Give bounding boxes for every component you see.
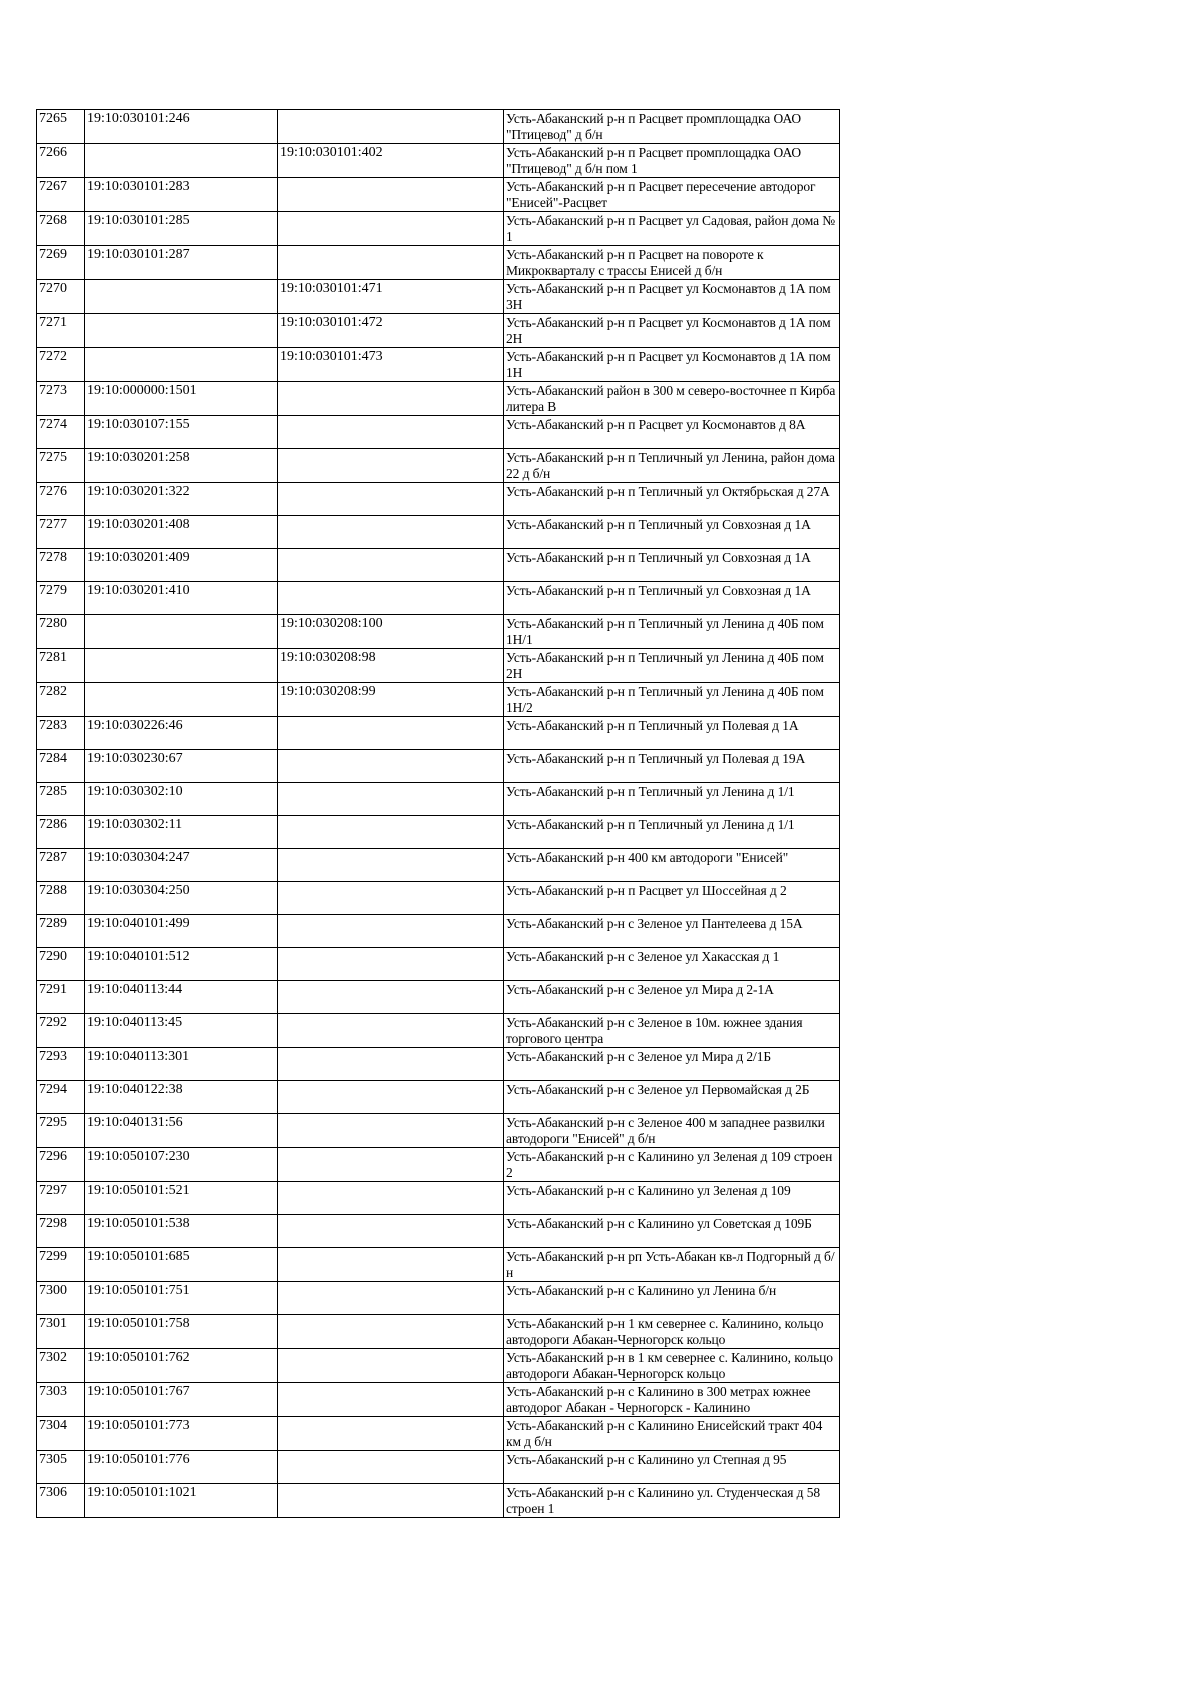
- address-cell: Усть-Абаканский р-н с Зеленое 400 м западнее развилки автодороги "Енисей" д б/н: [504, 1114, 840, 1148]
- land-cadastral-number-cell: 19:10:030101:287: [85, 246, 278, 280]
- table-row: [37, 683, 840, 717]
- building-cadastral-number-cell: [278, 246, 504, 280]
- address-cell: Усть-Абаканский р-н рп Усть-Абакан кв-л Подгорный д б/н: [504, 1248, 840, 1282]
- building-cadastral-number-cell: [278, 382, 504, 416]
- table-row: [37, 246, 840, 280]
- row-number-cell: 7299: [37, 1248, 85, 1282]
- address-cell: Усть-Абаканский р-н п Тепличный ул Совхозная д 1А: [504, 582, 840, 615]
- address-cell: Усть-Абаканский р-н п Расцвет промплощадка ОАО "Птицевод" д б/н: [504, 110, 840, 144]
- building-cadastral-number-cell: [278, 1148, 504, 1182]
- building-cadastral-number-cell: [278, 783, 504, 816]
- row-number-cell: 7300: [37, 1282, 85, 1315]
- table-row: [37, 649, 840, 683]
- row-number-cell: 7265: [37, 110, 85, 144]
- land-cadastral-number-cell: [85, 144, 278, 178]
- table-row: [37, 717, 840, 750]
- address-cell: Усть-Абаканский р-н п Тепличный ул Совхозная д 1А: [504, 549, 840, 582]
- address-cell: Усть-Абаканский р-н п Тепличный ул Ленина д 40Б пом 1Н/1: [504, 615, 840, 649]
- address-cell: Усть-Абаканский р-н п Расцвет ул Космонавтов д 1А пом 3Н: [504, 280, 840, 314]
- address-cell: Усть-Абаканский р-н п Расцвет промплощадка ОАО "Птицевод" д б/н пом 1: [504, 144, 840, 178]
- land-cadastral-number-cell: 19:10:030302:11: [85, 816, 278, 849]
- building-cadastral-number-cell: [278, 1383, 504, 1417]
- building-cadastral-number-cell: [278, 110, 504, 144]
- building-cadastral-number-cell: [278, 1182, 504, 1215]
- row-number-cell: 7293: [37, 1048, 85, 1081]
- land-cadastral-number-cell: 19:10:050101:685: [85, 1248, 278, 1282]
- building-cadastral-number-cell: [278, 1081, 504, 1114]
- building-cadastral-number-cell: [278, 582, 504, 615]
- building-cadastral-number-cell: [278, 1248, 504, 1282]
- registry-table: [36, 109, 840, 1518]
- building-cadastral-number-cell: 19:10:030101:402: [278, 144, 504, 178]
- building-cadastral-number-cell: 19:10:030101:471: [278, 280, 504, 314]
- address-cell: Усть-Абаканский р-н п Тепличный ул Ленина д 40Б пом 2Н: [504, 649, 840, 683]
- land-cadastral-number-cell: 19:10:050107:230: [85, 1148, 278, 1182]
- land-cadastral-number-cell: 19:10:030302:10: [85, 783, 278, 816]
- address-cell: Усть-Абаканский р-н с Калинино Енисейский тракт 404 км д б/н: [504, 1417, 840, 1451]
- address-cell: Усть-Абаканский р-н с Зеленое ул Мира д 2/1Б: [504, 1048, 840, 1081]
- table-row: [37, 1383, 840, 1417]
- row-number-cell: 7266: [37, 144, 85, 178]
- address-cell: Усть-Абаканский р-н 1 км севернее с. Калинино, кольцо автодороги Абакан-Черногорск кольцо: [504, 1315, 840, 1349]
- land-cadastral-number-cell: 19:10:000000:1501: [85, 382, 278, 416]
- land-cadastral-number-cell: 19:10:030230:67: [85, 750, 278, 783]
- table-row: [37, 1215, 840, 1248]
- land-cadastral-number-cell: 19:10:030201:409: [85, 549, 278, 582]
- address-cell: Усть-Абаканский район в 300 м северо-восточнее п Кирба литера В: [504, 382, 840, 416]
- land-cadastral-number-cell: 19:10:050101:521: [85, 1182, 278, 1215]
- address-cell: Усть-Абаканский р-н с Калинино ул Советская д 109Б: [504, 1215, 840, 1248]
- row-number-cell: 7295: [37, 1114, 85, 1148]
- row-number-cell: 7288: [37, 882, 85, 915]
- table-row: [37, 1349, 840, 1383]
- building-cadastral-number-cell: [278, 416, 504, 449]
- land-cadastral-number-cell: 19:10:050101:762: [85, 1349, 278, 1383]
- land-cadastral-number-cell: 19:10:040131:56: [85, 1114, 278, 1148]
- row-number-cell: 7281: [37, 649, 85, 683]
- address-cell: Усть-Абаканский р-н п Расцвет пересечение автодорог "Енисей"-Расцвет: [504, 178, 840, 212]
- building-cadastral-number-cell: [278, 1451, 504, 1484]
- address-cell: Усть-Абаканский р-н п Расцвет ул Шоссейная д 2: [504, 882, 840, 915]
- address-cell: Усть-Абаканский р-н п Тепличный ул Полевая д 1А: [504, 717, 840, 750]
- address-cell: Усть-Абаканский р-н п Тепличный ул Ленина д 40Б пом 1Н/2: [504, 683, 840, 717]
- building-cadastral-number-cell: 19:10:030208:100: [278, 615, 504, 649]
- land-cadastral-number-cell: 19:10:040101:512: [85, 948, 278, 981]
- land-cadastral-number-cell: 19:10:050101:1021: [85, 1484, 278, 1518]
- row-number-cell: 7290: [37, 948, 85, 981]
- building-cadastral-number-cell: [278, 449, 504, 483]
- building-cadastral-number-cell: 19:10:030101:473: [278, 348, 504, 382]
- row-number-cell: 7306: [37, 1484, 85, 1518]
- address-cell: Усть-Абаканский р-н п Расцвет ул Космонавтов д 1А пом 2Н: [504, 314, 840, 348]
- building-cadastral-number-cell: [278, 212, 504, 246]
- row-number-cell: 7287: [37, 849, 85, 882]
- address-cell: Усть-Абаканский р-н 400 км автодороги "Енисей": [504, 849, 840, 882]
- table-row: [37, 483, 840, 516]
- table-row: [37, 382, 840, 416]
- address-cell: Усть-Абаканский р-н п Тепличный ул Полевая д 19А: [504, 750, 840, 783]
- building-cadastral-number-cell: [278, 849, 504, 882]
- row-number-cell: 7294: [37, 1081, 85, 1114]
- land-cadastral-number-cell: 19:10:050101:751: [85, 1282, 278, 1315]
- address-cell: Усть-Абаканский р-н с Зеленое ул Первомайская д 2Б: [504, 1081, 840, 1114]
- table-row: [37, 1282, 840, 1315]
- table-row: [37, 1048, 840, 1081]
- building-cadastral-number-cell: [278, 750, 504, 783]
- address-cell: Усть-Абаканский р-н п Тепличный ул Ленина д 1/1: [504, 783, 840, 816]
- table-row: [37, 1148, 840, 1182]
- building-cadastral-number-cell: [278, 1484, 504, 1518]
- table-row: [37, 816, 840, 849]
- building-cadastral-number-cell: 19:10:030208:99: [278, 683, 504, 717]
- land-cadastral-number-cell: [85, 683, 278, 717]
- building-cadastral-number-cell: [278, 1014, 504, 1048]
- table-row: [37, 582, 840, 615]
- land-cadastral-number-cell: [85, 348, 278, 382]
- table-row: [37, 178, 840, 212]
- table-row: [37, 1014, 840, 1048]
- land-cadastral-number-cell: [85, 280, 278, 314]
- address-cell: Усть-Абаканский р-н п Тепличный ул Совхозная д 1А: [504, 516, 840, 549]
- land-cadastral-number-cell: 19:10:030304:247: [85, 849, 278, 882]
- building-cadastral-number-cell: [278, 1349, 504, 1383]
- row-number-cell: 7289: [37, 915, 85, 948]
- table-row: [37, 1182, 840, 1215]
- row-number-cell: 7284: [37, 750, 85, 783]
- table-row: [37, 1315, 840, 1349]
- row-number-cell: 7277: [37, 516, 85, 549]
- land-cadastral-number-cell: 19:10:050101:773: [85, 1417, 278, 1451]
- land-cadastral-number-cell: 19:10:040113:301: [85, 1048, 278, 1081]
- row-number-cell: 7268: [37, 212, 85, 246]
- land-cadastral-number-cell: 19:10:030226:46: [85, 717, 278, 750]
- row-number-cell: 7305: [37, 1451, 85, 1484]
- building-cadastral-number-cell: 19:10:030208:98: [278, 649, 504, 683]
- table-row: [37, 981, 840, 1014]
- table-row: [37, 849, 840, 882]
- table-row: [37, 314, 840, 348]
- table-row: [37, 882, 840, 915]
- table-row: [37, 1248, 840, 1282]
- row-number-cell: 7275: [37, 449, 85, 483]
- building-cadastral-number-cell: [278, 549, 504, 582]
- table-row: [37, 110, 840, 144]
- row-number-cell: 7298: [37, 1215, 85, 1248]
- address-cell: Усть-Абаканский р-н с Калинино ул Ленина б/н: [504, 1282, 840, 1315]
- row-number-cell: 7273: [37, 382, 85, 416]
- land-cadastral-number-cell: 19:10:030201:410: [85, 582, 278, 615]
- land-cadastral-number-cell: 19:10:040113:44: [85, 981, 278, 1014]
- address-cell: Усть-Абаканский р-н с Зеленое в 10м. южнее здания торгового центра: [504, 1014, 840, 1048]
- building-cadastral-number-cell: [278, 1417, 504, 1451]
- row-number-cell: 7279: [37, 582, 85, 615]
- building-cadastral-number-cell: [278, 1215, 504, 1248]
- row-number-cell: 7274: [37, 416, 85, 449]
- building-cadastral-number-cell: [278, 516, 504, 549]
- land-cadastral-number-cell: 19:10:030101:285: [85, 212, 278, 246]
- building-cadastral-number-cell: [278, 948, 504, 981]
- land-cadastral-number-cell: 19:10:030304:250: [85, 882, 278, 915]
- address-cell: Усть-Абаканский р-н с Калинино ул Зеленая д 109 строен 2: [504, 1148, 840, 1182]
- building-cadastral-number-cell: [278, 483, 504, 516]
- table-row: [37, 1417, 840, 1451]
- row-number-cell: 7304: [37, 1417, 85, 1451]
- land-cadastral-number-cell: 19:10:050101:758: [85, 1315, 278, 1349]
- table-row: [37, 1081, 840, 1114]
- table-row: [37, 449, 840, 483]
- building-cadastral-number-cell: [278, 981, 504, 1014]
- land-cadastral-number-cell: 19:10:030201:408: [85, 516, 278, 549]
- address-cell: Усть-Абаканский р-н п Тепличный ул Октябрьская д 27А: [504, 483, 840, 516]
- land-cadastral-number-cell: 19:10:030101:283: [85, 178, 278, 212]
- address-cell: Усть-Абаканский р-н п Расцвет на повороте к Микрокварталу с трассы Енисей д б/н: [504, 246, 840, 280]
- address-cell: Усть-Абаканский р-н с Калинино в 300 метрах южнее автодорог Абакан - Черногорск - Калинино: [504, 1383, 840, 1417]
- address-cell: Усть-Абаканский р-н с Зеленое ул Мира д 2-1А: [504, 981, 840, 1014]
- row-number-cell: 7280: [37, 615, 85, 649]
- row-number-cell: 7283: [37, 717, 85, 750]
- address-cell: Усть-Абаканский р-н с Калинино ул Зеленая д 109: [504, 1182, 840, 1215]
- building-cadastral-number-cell: [278, 1114, 504, 1148]
- row-number-cell: 7292: [37, 1014, 85, 1048]
- row-number-cell: 7272: [37, 348, 85, 382]
- table-row: [37, 144, 840, 178]
- table-row: [37, 1451, 840, 1484]
- land-cadastral-number-cell: 19:10:050101:767: [85, 1383, 278, 1417]
- land-cadastral-number-cell: 19:10:040113:45: [85, 1014, 278, 1048]
- building-cadastral-number-cell: [278, 1315, 504, 1349]
- table-row: [37, 615, 840, 649]
- building-cadastral-number-cell: [278, 1282, 504, 1315]
- land-cadastral-number-cell: 19:10:030101:246: [85, 110, 278, 144]
- table-row: [37, 1484, 840, 1518]
- building-cadastral-number-cell: [278, 717, 504, 750]
- row-number-cell: 7302: [37, 1349, 85, 1383]
- row-number-cell: 7301: [37, 1315, 85, 1349]
- address-cell: Усть-Абаканский р-н п Расцвет ул Садовая, район дома № 1: [504, 212, 840, 246]
- table-row: [37, 348, 840, 382]
- land-cadastral-number-cell: 19:10:050101:538: [85, 1215, 278, 1248]
- row-number-cell: 7296: [37, 1148, 85, 1182]
- row-number-cell: 7297: [37, 1182, 85, 1215]
- land-cadastral-number-cell: 19:10:030201:322: [85, 483, 278, 516]
- table-row: [37, 549, 840, 582]
- table-row: [37, 280, 840, 314]
- building-cadastral-number-cell: [278, 882, 504, 915]
- land-cadastral-number-cell: 19:10:030201:258: [85, 449, 278, 483]
- address-cell: Усть-Абаканский р-н п Тепличный ул Ленина д 1/1: [504, 816, 840, 849]
- table-row: [37, 516, 840, 549]
- row-number-cell: 7278: [37, 549, 85, 582]
- address-cell: Усть-Абаканский р-н п Расцвет ул Космонавтов д 1А пом 1Н: [504, 348, 840, 382]
- land-cadastral-number-cell: [85, 615, 278, 649]
- building-cadastral-number-cell: [278, 915, 504, 948]
- row-number-cell: 7271: [37, 314, 85, 348]
- row-number-cell: 7267: [37, 178, 85, 212]
- row-number-cell: 7270: [37, 280, 85, 314]
- address-cell: Усть-Абаканский р-н с Зеленое ул Пантелеева д 15А: [504, 915, 840, 948]
- land-cadastral-number-cell: [85, 649, 278, 683]
- row-number-cell: 7291: [37, 981, 85, 1014]
- row-number-cell: 7282: [37, 683, 85, 717]
- table-row: [37, 1114, 840, 1148]
- building-cadastral-number-cell: 19:10:030101:472: [278, 314, 504, 348]
- address-cell: Усть-Абаканский р-н с Калинино ул Степная д 95: [504, 1451, 840, 1484]
- table-row: [37, 416, 840, 449]
- building-cadastral-number-cell: [278, 178, 504, 212]
- address-cell: Усть-Абаканский р-н п Расцвет ул Космонавтов д 8А: [504, 416, 840, 449]
- address-cell: Усть-Абаканский р-н в 1 км севернее с. Калинино, кольцо автодороги Абакан-Черногорск кольцо: [504, 1349, 840, 1383]
- address-cell: Усть-Абаканский р-н п Тепличный ул Ленина, район дома 22 д б/н: [504, 449, 840, 483]
- table-row: [37, 948, 840, 981]
- row-number-cell: 7276: [37, 483, 85, 516]
- table-row: [37, 212, 840, 246]
- row-number-cell: 7285: [37, 783, 85, 816]
- land-cadastral-number-cell: 19:10:040122:38: [85, 1081, 278, 1114]
- land-cadastral-number-cell: 19:10:040101:499: [85, 915, 278, 948]
- table-row: [37, 915, 840, 948]
- row-number-cell: 7269: [37, 246, 85, 280]
- address-cell: Усть-Абаканский р-н с Зеленое ул Хакасская д 1: [504, 948, 840, 981]
- land-cadastral-number-cell: 19:10:050101:776: [85, 1451, 278, 1484]
- address-cell: Усть-Абаканский р-н с Калинино ул. Студенческая д 58 строен 1: [504, 1484, 840, 1518]
- land-cadastral-number-cell: 19:10:030107:155: [85, 416, 278, 449]
- building-cadastral-number-cell: [278, 1048, 504, 1081]
- building-cadastral-number-cell: [278, 816, 504, 849]
- registry-table-body: [37, 110, 840, 1518]
- land-cadastral-number-cell: [85, 314, 278, 348]
- table-row: [37, 750, 840, 783]
- row-number-cell: 7286: [37, 816, 85, 849]
- row-number-cell: 7303: [37, 1383, 85, 1417]
- table-row: [37, 783, 840, 816]
